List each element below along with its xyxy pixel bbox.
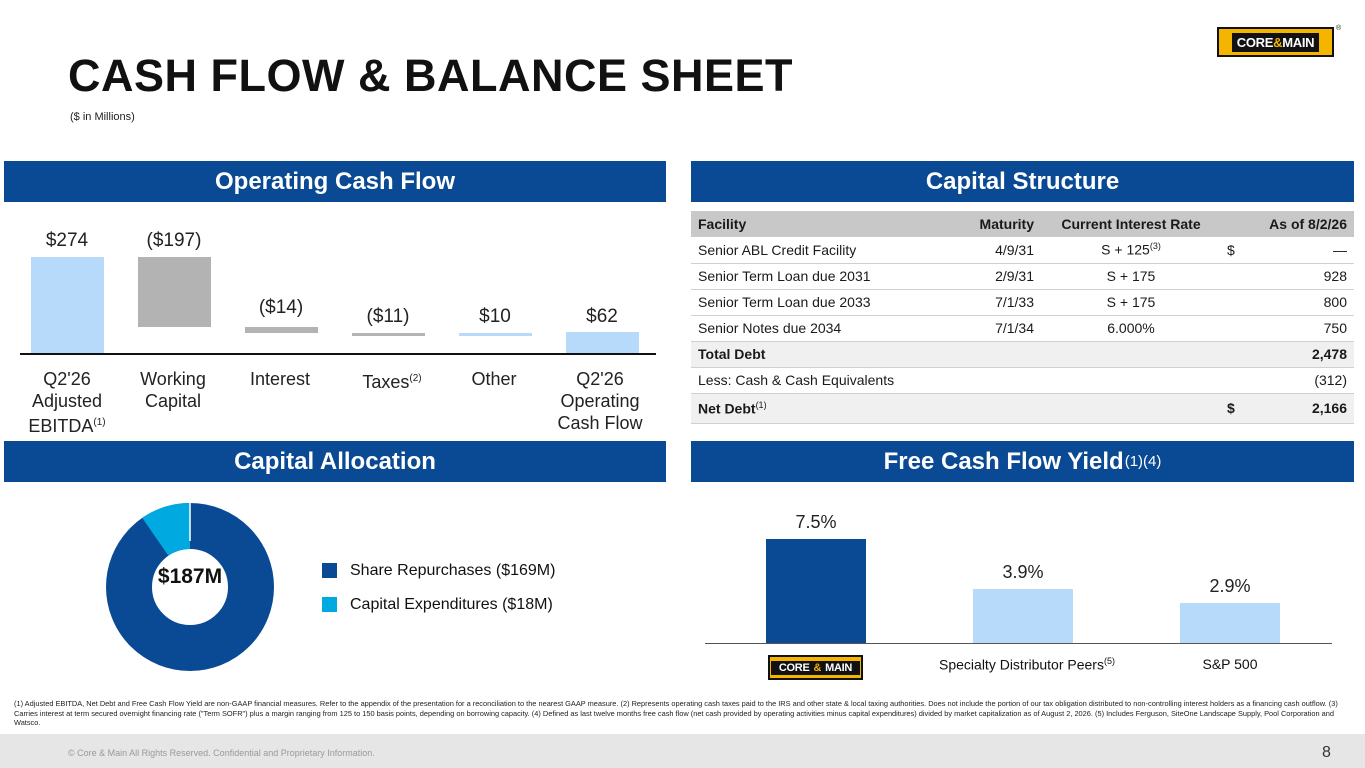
logo-registered-mark: ® xyxy=(1336,25,1342,32)
fcf-yield-header xyxy=(691,441,1354,482)
table-header-row xyxy=(691,211,1354,237)
legend-swatch-capital-expenditures xyxy=(322,597,337,612)
table-row xyxy=(691,237,1354,263)
col-as-of: As of 8/2/26 xyxy=(1221,211,1354,237)
waterfall-value-label: ($14) xyxy=(258,297,304,318)
less-cash-amount: (312) xyxy=(1241,367,1354,393)
net-debt-row xyxy=(691,393,1354,423)
net-debt-amount: 2,166 xyxy=(1241,393,1354,423)
net-debt-dollar: $ xyxy=(1221,393,1241,423)
fcf-category-peers: Specialty Distributor Peers$^{(5)}$ xyxy=(939,656,1115,673)
table-row xyxy=(691,315,1354,341)
total-debt-row xyxy=(691,341,1354,367)
capital-structure-table xyxy=(691,211,1354,424)
fcf-value-label: 7.5% xyxy=(795,512,837,532)
waterfall-axis xyxy=(20,353,656,355)
operating-cash-flow-header: Operating Cash Flow xyxy=(4,161,666,202)
capital-structure-header: Capital Structure xyxy=(691,161,1354,202)
waterfall-bar-working-capital xyxy=(138,257,211,327)
fcf-yield-title: Free Cash Flow Yield xyxy=(883,447,1124,475)
units-note: ($ in Millions) xyxy=(70,111,135,123)
waterfall-value-label: $274 xyxy=(45,230,89,251)
waterfall-category-label: Other xyxy=(471,369,517,389)
waterfall-value-label: $62 xyxy=(586,306,618,327)
rate-cell: S + 175 xyxy=(1041,263,1221,289)
waterfall-bar-interest xyxy=(245,327,318,333)
maturity-cell: 7/1/34 xyxy=(941,315,1041,341)
page-number: 8 xyxy=(1322,744,1331,761)
fcf-axis xyxy=(705,643,1332,644)
net-debt-label: Net Debt$^{(1)}$ xyxy=(691,393,941,423)
facility-cell: Senior ABL Credit Facility xyxy=(691,237,941,263)
table-row xyxy=(691,289,1354,315)
waterfall-value-label: ($197) xyxy=(146,230,202,251)
dollar-cell xyxy=(1221,315,1241,341)
page-title: CASH FLOW & BALANCE SHEET xyxy=(68,50,793,101)
facility-cell: Senior Term Loan due 2033 xyxy=(691,289,941,315)
maturity-cell: 7/1/33 xyxy=(941,289,1041,315)
fcf-yield-footnote: (1)(4) xyxy=(1124,453,1162,470)
capital-allocation-header: Capital Allocation xyxy=(4,441,666,482)
fcf-value-label: 3.9% xyxy=(1002,562,1044,582)
col-maturity: Maturity xyxy=(941,211,1041,237)
legend-capital-expenditures: Capital Expenditures ($18M) xyxy=(350,596,553,613)
facility-cell: Senior Term Loan due 2031 xyxy=(691,263,941,289)
maturity-cell: 2/9/31 xyxy=(941,263,1041,289)
waterfall-category-label: Q2'26 Operating Cash Flow xyxy=(557,369,643,433)
less-cash-label: Less: Cash & Cash Equivalents xyxy=(691,367,1041,393)
fcf-bar-sp500 xyxy=(1180,603,1280,643)
less-cash-row xyxy=(691,367,1354,393)
waterfall-category-label: Taxes$^{(2)}$ xyxy=(362,372,422,392)
total-debt-amount: 2,478 xyxy=(1241,341,1354,367)
fcf-bar-core-main xyxy=(766,539,866,643)
waterfall-bar-taxes xyxy=(352,333,425,336)
col-facility: Facility xyxy=(691,211,941,237)
total-debt-label: Total Debt xyxy=(691,341,941,367)
legend-share-repurchases: Share Repurchases ($169M) xyxy=(350,562,556,579)
logo-wordmark: CORE&MAIN xyxy=(1232,33,1319,52)
rate-cell: 6.000% xyxy=(1041,315,1221,341)
legend-swatch-share-repurchases xyxy=(322,563,337,578)
dollar-cell xyxy=(1221,289,1241,315)
waterfall-bar-operating-cash-flow xyxy=(566,332,639,354)
amount-cell: 750 xyxy=(1241,315,1354,341)
amount-cell: 800 xyxy=(1241,289,1354,315)
waterfall-category-label: Interest xyxy=(249,369,311,389)
amount-cell: 928 xyxy=(1241,263,1354,289)
col-rate: Current Interest Rate xyxy=(1041,211,1221,237)
mini-logo-wordmark: CORE & MAIN xyxy=(771,661,860,675)
facility-cell: Senior Notes due 2034 xyxy=(691,315,941,341)
fcf-value-label: 2.9% xyxy=(1209,576,1251,596)
core-main-mini-logo xyxy=(768,655,863,680)
maturity-cell: 4/9/31 xyxy=(941,237,1041,263)
rate-cell: S + 175 xyxy=(1041,289,1221,315)
waterfall-bar-ebitda xyxy=(31,257,104,354)
amount-cell: — xyxy=(1241,237,1354,263)
waterfall-value-label: $10 xyxy=(479,306,511,327)
donut-center-label: $187M xyxy=(157,565,223,588)
footnotes: (1) Adjusted EBITDA, Net Debt and Free Cash Flow Yield are non-GAAP financial measures. Refer to the appendix of the presentation for a reconciliation to the nearest GAAP measure. (2) Represents operating cash taxes paid to the IRS and other state & local taxing authorities. Does not include the portion of our tax obligation distributed to non-controlling interest holders as a financing cash outflow. (3) Carries interest at term secured overnight financing rate ("Term SOFR") plus a margin ranging from 125 to 150 basis points, depending on borrowing capacity. (4) Defined as last twelve months free cash flow (net cash provided by operating activities minus capital expenditures) divided by market capitalization as of August 2, 2026. (5) Includes Ferguson, SiteOne Landscape Supply, Pool Corporation and Watsco. xyxy=(14,699,1338,727)
waterfall-category-label: Working Capital xyxy=(140,369,206,411)
waterfall-bar-other xyxy=(459,333,532,336)
dollar-cell xyxy=(1221,263,1241,289)
dollar-cell: $ xyxy=(1221,237,1241,263)
table-row xyxy=(691,263,1354,289)
copyright-text: © Core & Main All Rights Reserved. Confidential and Proprietary Information. xyxy=(68,748,375,758)
waterfall-value-label: ($11) xyxy=(366,306,410,327)
fcf-category-sp500: S&P 500 xyxy=(1202,656,1258,672)
waterfall-category-label: Q2'26 Adjusted EBITDA$^{(1)}$ xyxy=(28,369,106,436)
rate-cell: $S + 125^{(3)}$ xyxy=(1041,237,1221,263)
fcf-bar-specialty-peers xyxy=(973,589,1073,643)
core-main-logo xyxy=(1217,27,1334,57)
